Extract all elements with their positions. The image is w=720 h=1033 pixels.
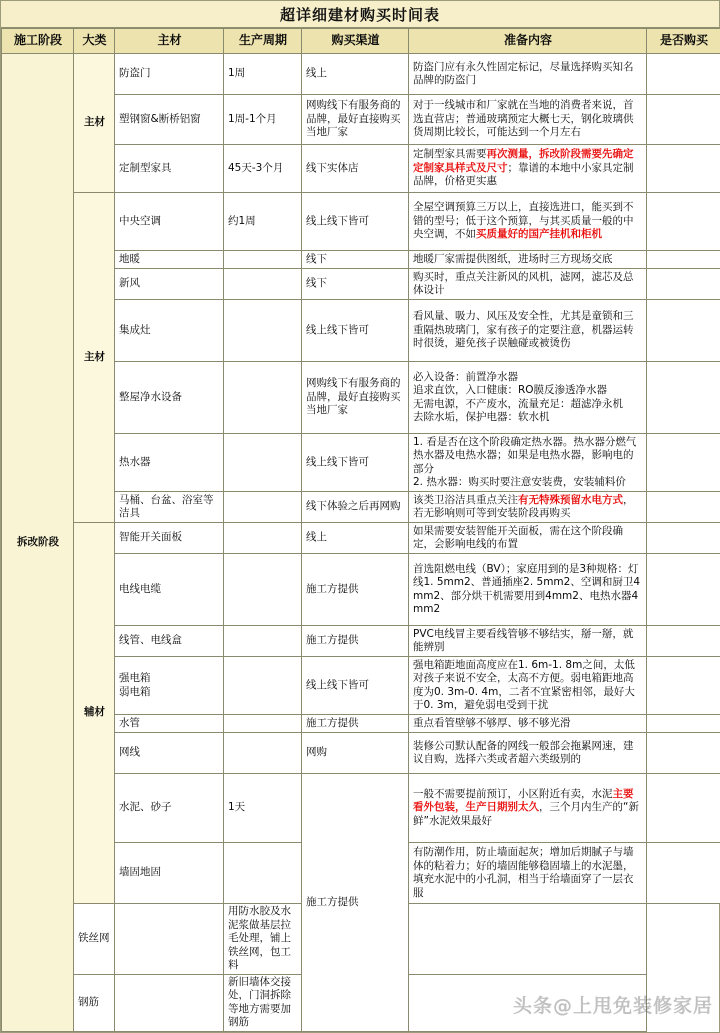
is-purchased-cell[interactable]: [647, 269, 720, 300]
purchase-channel-cell: 线下实体店: [302, 145, 409, 193]
production-cycle-cell: [224, 269, 302, 300]
preparation-note-cell: [409, 733, 647, 774]
preparation-note-cell: [409, 434, 647, 492]
is-purchased-cell[interactable]: [647, 362, 720, 434]
material-name-cell: 新风: [115, 269, 224, 300]
preparation-note-cell: [409, 523, 647, 554]
material-name-cell: 强电箱 弱电箱: [115, 657, 224, 715]
material-name-cell: 水泥、砂子: [115, 774, 224, 843]
purchase-channel-cell: 施工方提供: [302, 554, 409, 626]
is-purchased-cell[interactable]: [647, 626, 720, 657]
preparation-note-cell: [409, 300, 647, 362]
column-header-stage: 施工阶段: [2, 29, 74, 54]
material-name-cell: 整屋净水设备: [115, 362, 224, 434]
preparation-note-cell: [409, 554, 647, 626]
note-text: 一般不需要提前预订，小区附近有卖，水泥: [413, 788, 613, 800]
column-header-material: 主材: [115, 29, 224, 54]
note-text: 看风量、吸力、风压及安全性，尤其是童锁和三重隔热玻璃门，家有孩子的定要注意，机器运转时很烫，避免孩子误触碰或被烫伤: [413, 310, 634, 349]
table-header-row: [2, 29, 720, 54]
note-text: 1. 看是否在这个阶段确定热水器。热水器分燃气热水器及电热水器；如果是电热水器，影响电的部分 2. 热水器：购买时要注意安装费，安装辅料价: [413, 436, 636, 489]
production-cycle-cell: 1周: [224, 54, 302, 95]
production-cycle-cell: 约1周: [224, 193, 302, 251]
is-purchased-cell[interactable]: [647, 492, 720, 523]
production-cycle-cell: [224, 715, 302, 733]
note-text: 首选阻燃电线（BV）；家庭用到的是3种规格：灯线1. 5mm2、普通插座2. 5mm2、空调和厨卫4mm2、部分烘干机需要用到4mm2、电热水器4mm2: [413, 563, 640, 616]
material-name-cell: 智能开关面板: [115, 523, 224, 554]
group-cell: 主材: [74, 193, 115, 523]
stage-cell: 拆改阶段: [2, 54, 74, 1032]
material-name-cell: 网线: [115, 733, 224, 774]
highlighted-note-text: 主要看外包装，生产日期别太久: [413, 788, 634, 814]
note-text: 用防水胶及水泥浆做基层拉毛处理，铺上铁丝网，包工料: [228, 905, 291, 971]
production-cycle-cell: [224, 300, 302, 362]
preparation-note-cell: [224, 974, 302, 1031]
preparation-note-cell: [409, 774, 647, 843]
purchase-channel-cell: 线上线下皆可: [302, 300, 409, 362]
is-purchased-cell[interactable]: [647, 657, 720, 715]
material-name-cell: 铁丝网: [74, 904, 115, 975]
production-cycle-cell: [224, 733, 302, 774]
material-name-cell: 定制型家具: [115, 145, 224, 193]
production-cycle-cell: [224, 434, 302, 492]
purchase-channel-cell: 网购线下有服务商的品牌，最好直接购买当地厂家: [302, 362, 409, 434]
production-cycle-cell: [224, 554, 302, 626]
note-text: 全屋空调预算三万以上，直接选进口，能买到不错的型号；低于这个预算，与其买质量一般的中央空调，不如: [413, 201, 634, 240]
is-purchased-cell[interactable]: [409, 974, 647, 1031]
production-cycle-cell: [224, 492, 302, 523]
note-text: 该类卫浴洁具重点关注: [413, 494, 518, 506]
purchase-channel-cell: 网购线下有服务商的品牌，最好直接购买当地厂家: [302, 95, 409, 145]
sheet-title-bar: [1, 1, 719, 28]
preparation-note-cell: [409, 843, 647, 904]
note-text: 装修公司默认配备的网线一般部会拖累网速，建议自购，选择六类或者超六类级别的: [413, 740, 634, 766]
purchase-channel-cell: 施工方提供: [302, 774, 409, 1032]
column-header-cycle: 生产周期: [224, 29, 302, 54]
material-name-cell: 线管、电线盒: [115, 626, 224, 657]
column-header-buy: 是否购买: [647, 29, 720, 54]
note-text: 新旧墙体交接处，门洞拆除等地方需要加钢筋: [228, 976, 291, 1029]
preparation-note-cell: [409, 362, 647, 434]
note-text: 防盗门应有永久性固定标记，尽量选择购买知名品牌的防盗门: [413, 61, 634, 87]
is-purchased-cell[interactable]: [647, 843, 720, 904]
page-title: 超详细建材购买时间表: [280, 4, 440, 25]
is-purchased-cell[interactable]: [647, 193, 720, 251]
materials-purchase-table: [1, 28, 720, 1032]
production-cycle-cell: [224, 843, 302, 904]
purchase-channel-cell: 线上: [302, 54, 409, 95]
material-name-cell: 集成灶: [115, 300, 224, 362]
production-cycle-cell: [224, 251, 302, 269]
purchase-channel-cell: 线上线下皆可: [302, 434, 409, 492]
material-name-cell: 地暖: [115, 251, 224, 269]
note-text: 对于一线城市和厂家就在当地的消费者来说，首选直营店；普通玻璃预定大概七天，钢化玻璃供货周期比较长，可能达到一个月左右: [413, 99, 634, 138]
note-text: 如果需要安装智能开关面板，需在这个阶段确定，会影响电线的布置: [413, 525, 623, 551]
highlighted-note-text: 买质量好的国产挂机和柜机: [476, 228, 602, 240]
production-cycle-cell: [224, 626, 302, 657]
note-text: 重点看管壁够不够厚、够不够光滑: [413, 717, 571, 729]
purchase-channel-cell: 线上线下皆可: [302, 657, 409, 715]
is-purchased-cell[interactable]: [647, 54, 720, 95]
column-header-group: 大类: [74, 29, 115, 54]
material-name-cell: 中央空调: [115, 193, 224, 251]
highlighted-note-text: 再次测量，拆改阶段需要先确定定制家具样式及尺寸: [413, 148, 634, 174]
purchase-channel-cell: 网购: [302, 733, 409, 774]
preparation-note-cell: [409, 626, 647, 657]
watermark-text: 头条@上甩免装修家居: [513, 991, 713, 1018]
note-text: 购买时，重点关注新风的风机，滤网，滤芯及总体设计: [413, 271, 634, 297]
is-purchased-cell[interactable]: [647, 774, 720, 843]
production-cycle-cell: 1天: [224, 774, 302, 843]
is-purchased-cell[interactable]: [647, 434, 720, 492]
column-header-channel: 购买渠道: [302, 29, 409, 54]
purchase-channel-cell: 线下: [302, 251, 409, 269]
preparation-note-cell: [409, 145, 647, 193]
preparation-note-cell: [409, 492, 647, 523]
highlighted-note-text: 有无特殊预留水电方式: [518, 494, 623, 506]
note-text: PVC电线冒主要看线管够不够结实，掰一掰，就能辨别: [413, 628, 633, 654]
material-name-cell: 热水器: [115, 434, 224, 492]
is-purchased-cell[interactable]: [647, 715, 720, 733]
purchase-channel-cell: 线下体验之后再网购: [302, 492, 409, 523]
material-name-cell: 塑钢窗&断桥铝窗: [115, 95, 224, 145]
production-cycle-cell: 45天-3个月: [224, 145, 302, 193]
is-purchased-cell[interactable]: [647, 733, 720, 774]
material-name-cell: 马桶、台盆、浴室等洁具: [115, 492, 224, 523]
preparation-note-cell: [409, 251, 647, 269]
material-name-cell: 水管: [115, 715, 224, 733]
note-text: 必入设备：前置净水器 追求直饮，入口健康：RO膜反渗透净水器 无需电源，不产废水，流量充足：超滤净永机 去除水垢，保护电器：软水机: [413, 371, 623, 424]
note-text: ，三个月内生产的“新鲜”水泥效果最好: [413, 801, 639, 827]
production-cycle-cell: [224, 362, 302, 434]
preparation-note-cell: [409, 715, 647, 733]
note-text: ，若无影响则可等到安装阶段再购买: [413, 494, 634, 520]
preparation-note-cell: [409, 193, 647, 251]
production-cycle-cell: [115, 974, 224, 1031]
table-row: [2, 193, 720, 251]
table-row: [2, 523, 720, 554]
purchase-channel-cell: 线下: [302, 269, 409, 300]
is-purchased-cell[interactable]: [647, 523, 720, 554]
is-purchased-cell[interactable]: [647, 300, 720, 362]
is-purchased-cell[interactable]: [647, 251, 720, 269]
preparation-note-cell: [409, 54, 647, 95]
is-purchased-cell[interactable]: [647, 95, 720, 145]
material-name-cell: 墙固地固: [115, 843, 224, 904]
is-purchased-cell[interactable]: [647, 554, 720, 626]
purchase-channel-cell: 线上线下皆可: [302, 193, 409, 251]
note-text: ；靠谱的本地中小家具定制品牌，价格更实惠: [413, 162, 634, 188]
note-text: 有防潮作用，防止墙面起灰；增加后期腻子与墙体的粘着力；好的墙固能够稳固墙上的水泥墨，填充水泥中的小孔洞，相当于给墙面穿了一层衣服: [413, 846, 634, 899]
purchase-channel-cell: 施工方提供: [302, 626, 409, 657]
purchase-channel-cell: 线上: [302, 523, 409, 554]
preparation-note-cell: [409, 657, 647, 715]
note-text: 强电箱距地面高度应在1. 6m-1. 8m之间，太低对孩子来说不安全，太高不方便。弱电箱距地高度为0. 3m-0. 4m，二者不宜紧密相邻，最好大于0. 3m，避免弱电受到干扰: [413, 659, 635, 712]
table-body: [2, 54, 720, 1032]
material-name-cell: 电线电缆: [115, 554, 224, 626]
table-row: [2, 54, 720, 95]
preparation-note-cell: [409, 269, 647, 300]
production-cycle-cell: [224, 657, 302, 715]
group-cell: 辅材: [74, 523, 115, 904]
is-purchased-cell[interactable]: [647, 145, 720, 193]
note-text: 定制型家具需要: [413, 148, 487, 160]
production-cycle-cell: [224, 523, 302, 554]
purchase-channel-cell: 施工方提供: [302, 715, 409, 733]
material-name-cell: 钢筋: [74, 974, 115, 1031]
group-cell: 主材: [74, 54, 115, 193]
note-text: 地暖厂家需提供图纸，进场时三方现场交底: [413, 253, 613, 265]
material-name-cell: 防盗门: [115, 54, 224, 95]
preparation-note-cell: [409, 95, 647, 145]
production-cycle-cell: 1周-1个月: [224, 95, 302, 145]
column-header-note: 准备内容: [409, 29, 647, 54]
